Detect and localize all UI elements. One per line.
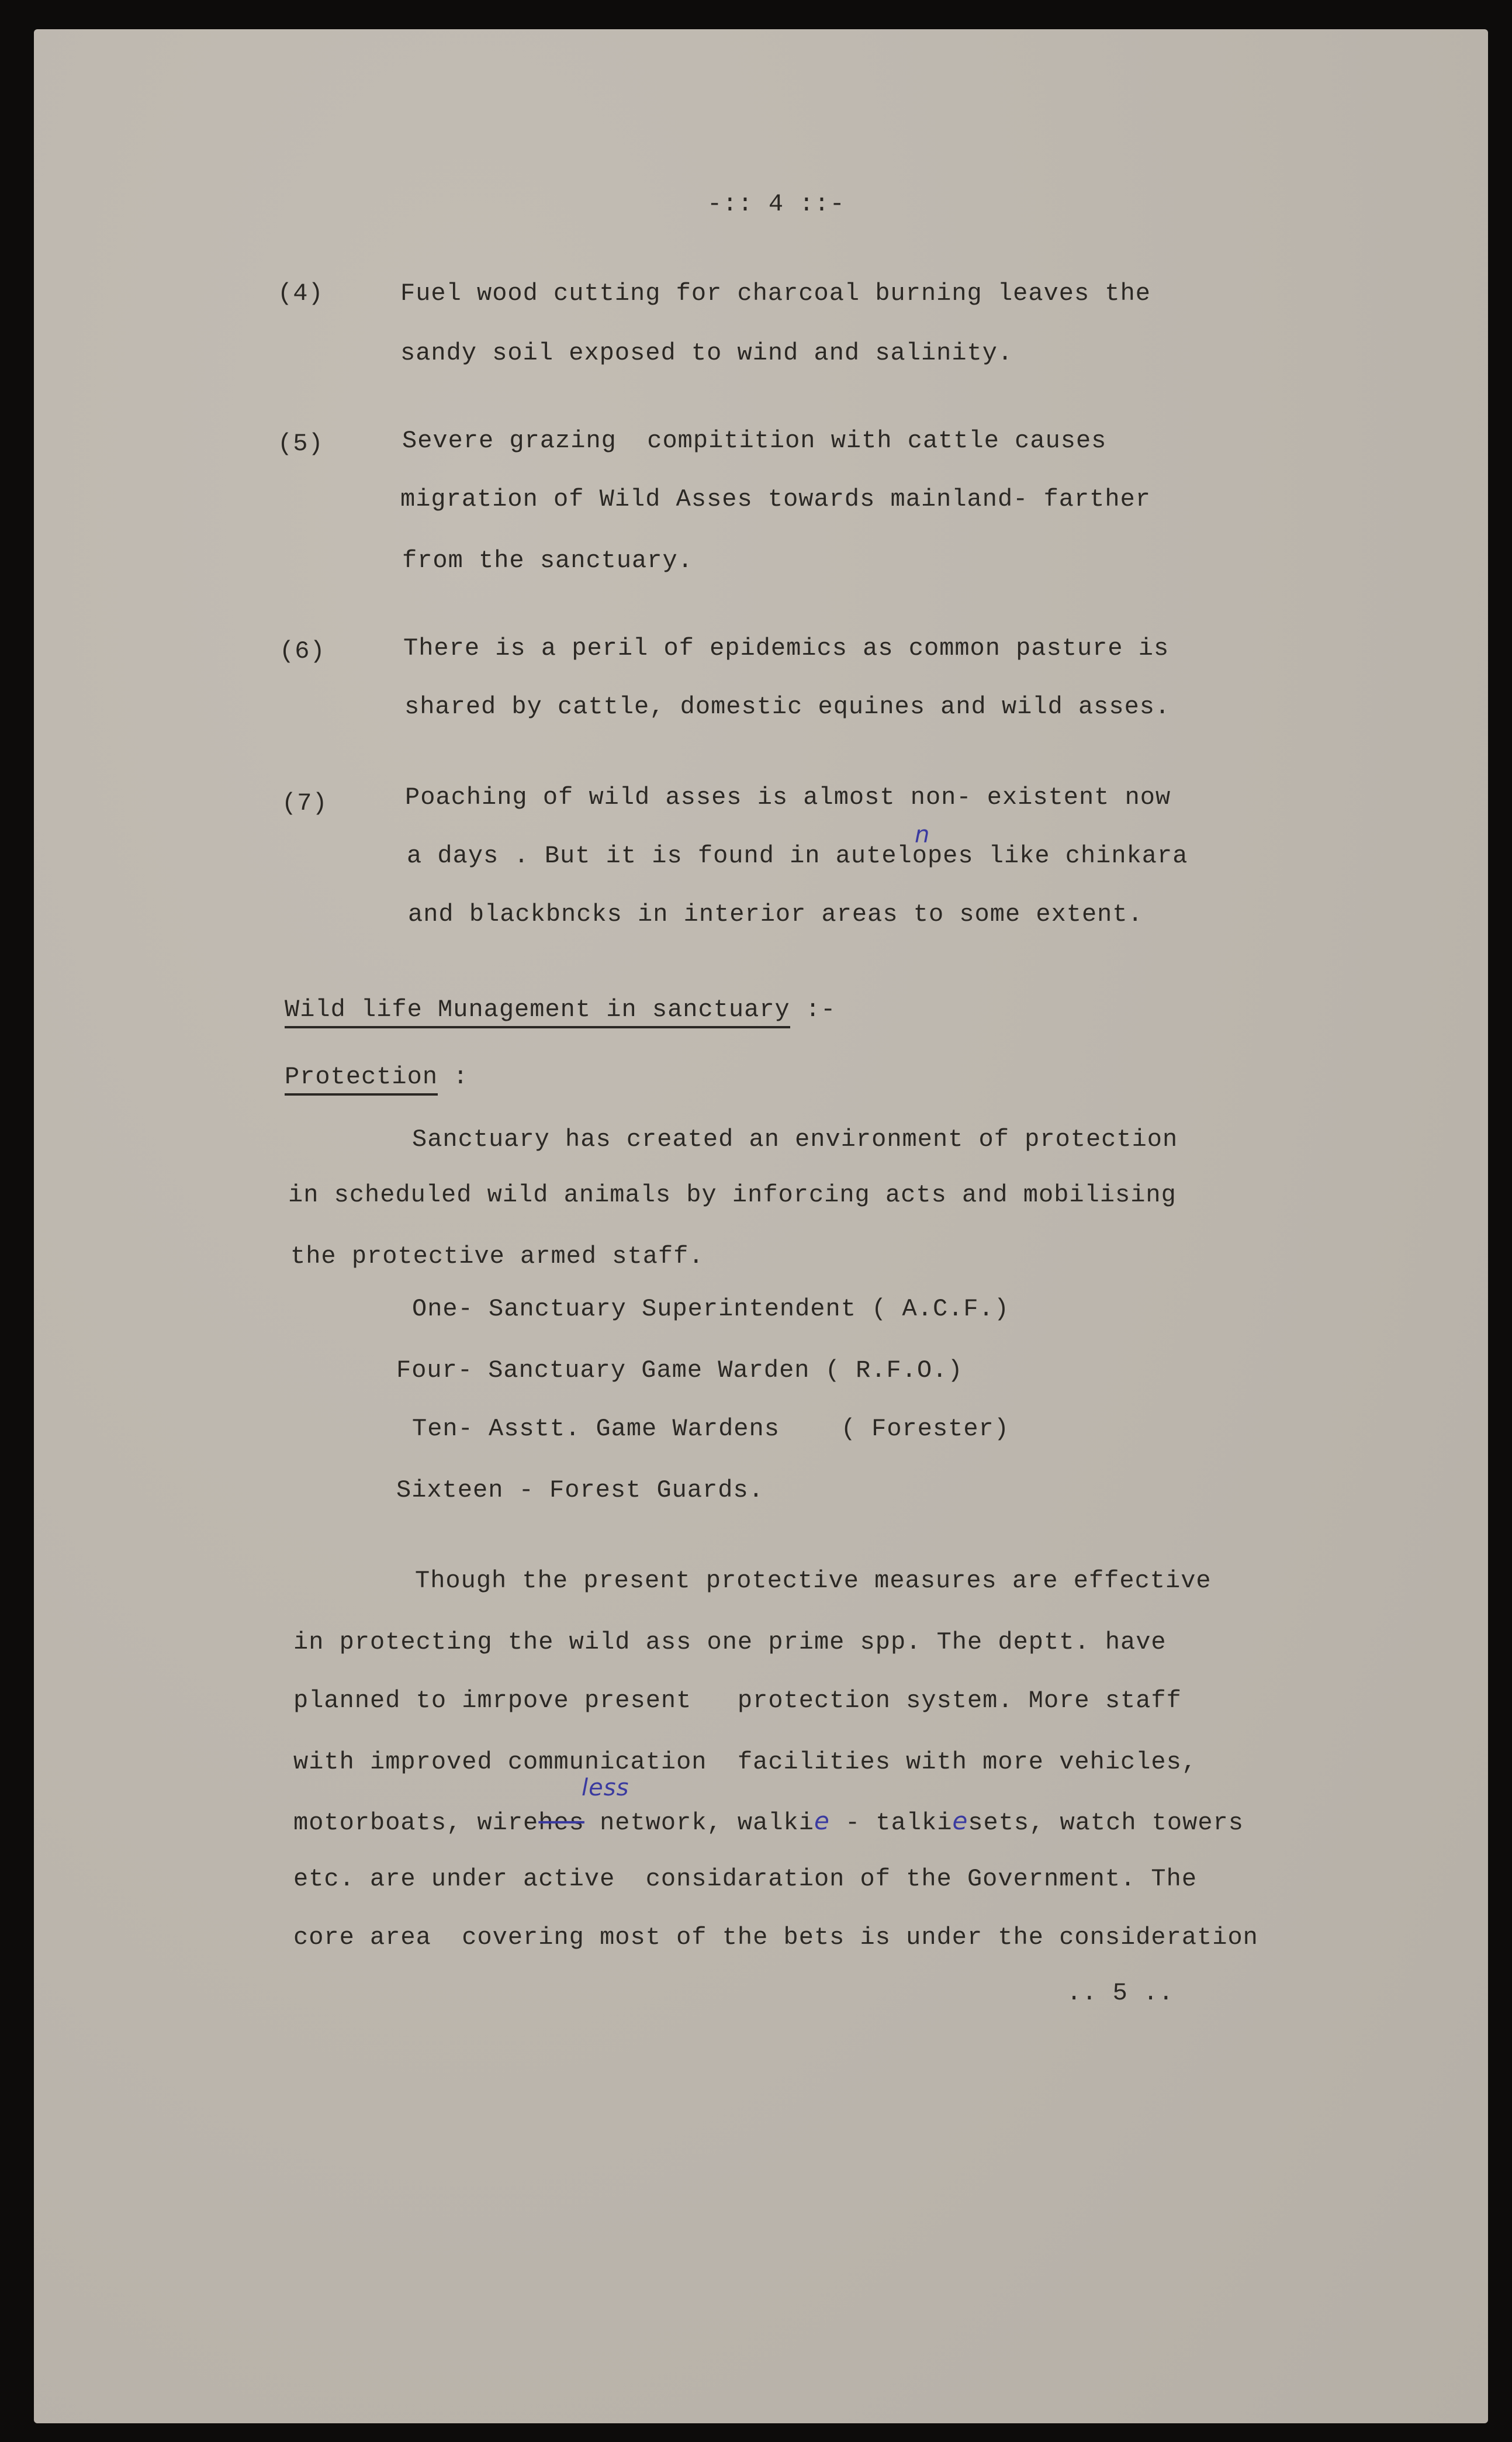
paragraph-line: Sanctuary has created an environment of protection — [412, 1125, 1178, 1153]
paragraph-line: planned to imrpove present protection system. More staff — [293, 1687, 1182, 1715]
handwritten-insertion: less — [582, 1774, 629, 1801]
continuation-footer: .. 5 .. — [1067, 1979, 1174, 2007]
item-number: (6) — [279, 637, 326, 665]
staff-line: Ten- Asstt. Game Wardens ( Forester) — [412, 1415, 1009, 1443]
item-line: a days . But it is found in autelopes like chinkara — [407, 842, 1188, 870]
item-line: Fuel wood cutting for charcoal burning leaves the — [400, 279, 1151, 308]
paragraph-line: the protective armed staff. — [290, 1242, 704, 1270]
item-line: and blackbncks in interior areas to some extent. — [408, 900, 1143, 928]
handwritten-correction: e — [814, 1807, 830, 1835]
document-page — [34, 29, 1488, 2423]
struck-text: hes — [538, 1809, 584, 1837]
section-heading — [285, 996, 836, 1024]
subheading-text: Protection — [285, 1063, 438, 1096]
staff-line: One- Sanctuary Superintendent ( A.C.F.) — [412, 1295, 1009, 1323]
section-heading-text: Wild life Munagement in sanctuary — [285, 996, 790, 1028]
paragraph-line: core area covering most of the bets is under the consideration — [293, 1923, 1258, 1951]
section-heading-suffix: :- — [790, 996, 836, 1024]
paragraph-line: in scheduled wild animals by inforcing acts and mobilising — [288, 1181, 1177, 1209]
item-line: Severe grazing compitition with cattle causes — [402, 427, 1107, 455]
paragraph-line: with improved communication facilities with more vehicles, — [293, 1748, 1198, 1776]
item-number: (7) — [282, 789, 328, 817]
text-segment: - talki — [829, 1809, 953, 1837]
item-line: from the sanctuary. — [402, 547, 693, 575]
item-number: (5) — [278, 430, 324, 458]
item-line: shared by cattle, domestic equines and wild asses. — [404, 693, 1171, 721]
text-segment: motorboats, wire — [293, 1809, 539, 1837]
item-number: (4) — [278, 279, 324, 308]
subheading — [285, 1063, 468, 1091]
handwritten-correction: e — [952, 1807, 968, 1835]
item-line: There is a peril of epidemics as common pasture is — [403, 634, 1170, 662]
item-line: Poaching of wild asses is almost non- existent now — [405, 783, 1171, 811]
item-line: sandy soil exposed to wind and salinity. — [400, 339, 1013, 367]
staff-line: Sixteen - Forest Guards. — [396, 1476, 764, 1504]
handwritten-correction: n — [915, 821, 930, 848]
paragraph-line: in protecting the wild ass one prime spp. The deptt. have — [293, 1628, 1167, 1656]
item-line: migration of Wild Asses towards mainland- farther — [400, 485, 1151, 513]
paragraph-line: etc. are under active considaration of the Government. The — [293, 1865, 1198, 1893]
text-segment: network, walki — [584, 1809, 814, 1837]
paragraph-line: Though the present protective measures are effective — [415, 1567, 1212, 1595]
text-segment: sets, watch towers — [968, 1809, 1244, 1837]
staff-line: Four- Sanctuary Game Warden ( R.F.O.) — [396, 1356, 963, 1384]
paragraph-line-corrected — [293, 1807, 1244, 1837]
subheading-suffix: : — [438, 1063, 469, 1091]
page-number-header: -:: 4 ::- — [707, 190, 845, 218]
